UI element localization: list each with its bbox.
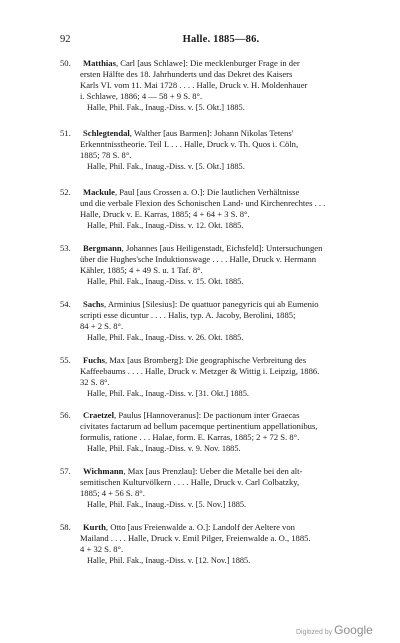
bibliography-entry: [60, 355, 388, 399]
entry-number: 54.: [60, 299, 71, 309]
entry-number: 53.: [60, 243, 71, 253]
watermark-brand: Google: [334, 623, 373, 637]
entry-dissertation-note: Halle, Phil. Fak., Inaug.-Diss. v. [12. Nov.] 1885.: [87, 556, 251, 565]
entry-author: Mackule: [83, 187, 115, 197]
entry-author: Bergmann: [83, 243, 122, 253]
bibliography-entry: [60, 522, 388, 566]
entry-number: 50.: [60, 58, 71, 68]
entry-text-line: ersten Hälfte des 18. Jahrhunderts und das Dekret des Kaisers: [80, 69, 293, 79]
entry-text-line: civitates factarum ad bellum pacemque pertinentium appellationibus,: [80, 421, 318, 431]
entry-dissertation-note: Halle, Phil. Fak., Inaug.-Diss. v. 9. Nov. 1885.: [87, 444, 241, 453]
entry-dissertation-note: Halle, Phil. Fak., Inaug.-Diss. v. [31. Okt.] 1885.: [87, 389, 249, 398]
bibliography-entry: [60, 58, 388, 113]
entry-dissertation-note: Halle, Phil. Fak., Inaug.-Diss. v. [5. Nov.] 1885.: [87, 500, 247, 509]
running-title: Halle. 1885—86.: [182, 34, 260, 45]
watermark-prefix: Digitized by: [296, 629, 333, 636]
entry-author: Fuchs: [83, 355, 105, 365]
entry-text-line: , Carl [aus Schlawe]: Die mecklenburger Frage in der: [115, 58, 300, 68]
entry-text-line: Mailand . . . . Halle, Druck v. Emil Pilger, Freienwalde a. O., 1885.: [80, 533, 311, 543]
bibliography-entry: [60, 187, 388, 231]
entry-text-line: 32 S. 8°.: [80, 377, 110, 387]
entry-author: Craetzel: [83, 410, 115, 420]
entry-text-line: Kaffeebaums . . . . Halle, Druck v. Metzger & Wittig i. Leipzig, 1886.: [80, 366, 320, 376]
entry-author: Kurth: [83, 522, 106, 532]
entry-number: 55.: [60, 355, 71, 365]
entry-author: Matthias: [83, 58, 116, 68]
bibliography-entry: [60, 128, 388, 172]
entry-text-line: , Johannes [aus Heiligenstadt, Eichsfeld]: Untersuchungen: [121, 243, 323, 253]
entry-number: 56.: [60, 410, 71, 420]
entry-number: 51.: [60, 128, 71, 138]
entry-text-line: i. Schlawe, 1886; 4 — 58 + 9 S. 8°.: [80, 91, 203, 101]
bibliography-entry: [60, 410, 388, 454]
entry-number: 58.: [60, 522, 71, 532]
page-number: 92: [60, 34, 71, 45]
entry-text-line: über die Hughes'sche Induktionswage . . . . Halle, Druck v. Hermann: [80, 254, 317, 264]
page-header: [60, 34, 382, 48]
entry-number: 57.: [60, 466, 71, 476]
entry-text-line: , Otto [aus Freienwalde a. O.]: Landolf der Aeltere von: [105, 522, 295, 532]
entry-text-line: Karls VI. vom 11. Mai 1728 . . . . Halle, Druck v. H. Moldenhauer: [80, 80, 308, 90]
entry-text-line: 4 + 32 S. 8°.: [80, 544, 124, 554]
entry-text-line: scripti esse dicuntur . . . . Halis, typ. A. Jacoby, Berolini, 1885;: [80, 310, 296, 320]
entry-text-line: 84 + 2 S. 8°.: [80, 321, 124, 331]
entry-dissertation-note: Halle, Phil. Fak., Inaug.-Diss. v. [5. Okt.] 1885.: [87, 162, 245, 171]
entry-text-line: , Paulus [Hannoveranus]: De pactionum inter Graecas: [114, 410, 300, 420]
entry-text-line: , Max [aus Bromberg]: Die geographische Verbreitung des: [104, 355, 307, 365]
bibliography-entry: [60, 243, 388, 287]
entry-text-line: Erkenntnisstheorie. Teil I. . . . Halle, Druck v. Th. Quos i. Cöln,: [80, 139, 299, 149]
entry-text-line: , Paul [aus Crossen a. O.]: Die lautlichen Verhältnisse: [114, 187, 300, 197]
entry-text-line: Halle, Druck v. E. Karras, 1885; 4 + 64 + 3 S. 8°.: [80, 209, 250, 219]
bibliography-entry: [60, 466, 388, 510]
entry-dissertation-note: Halle, Phil. Fak., Inaug.-Diss. v. 15. Okt. 1885.: [87, 277, 244, 286]
entry-author: Schlegtendal: [83, 128, 130, 138]
entry-text-line: und die verbale Flexion des Schonischen Land- und Kirchenrechtes . . .: [80, 198, 326, 208]
entry-text-line: 1885; 4 + 56 S. 8°.: [80, 488, 145, 498]
bibliography-entry: [60, 299, 388, 343]
digitized-by-watermark: [296, 623, 373, 637]
entry-author: Wichmann: [83, 466, 124, 476]
entry-author: Sachs: [83, 299, 105, 309]
entry-text-line: , Max [aus Prenzlau]: Ueber die Metalle bei den alt-: [123, 466, 303, 476]
entry-text-line: , Walther [aus Barmen]: Johann Nikolas Tetens': [129, 128, 294, 138]
entry-text-line: Kähler, 1885; 4 + 49 S. u. 1 Taf. 8°.: [80, 265, 203, 275]
entry-dissertation-note: Halle, Phil. Fak., Inaug.-Diss. v. 26. Okt. 1885.: [87, 333, 244, 342]
entry-number: 52.: [60, 187, 71, 197]
entry-text-line: 1885; 78 S. 8°.: [80, 150, 132, 160]
entry-text-line: semitischen Kulturvölkern . . . . Halle, Druck v. Carl Colbatzky,: [80, 477, 300, 487]
entry-text-line: , Arminius [Silesius]: De quattuor panegyricis qui ab Eumenio: [104, 299, 319, 309]
entry-dissertation-note: Halle, Phil. Fak., Inaug.-Diss. v. 12. Okt. 1885.: [87, 221, 244, 230]
entry-text-line: formulis, ratione . . . Halae, form. E. Karras, 1885; 2 + 72 S. 8°.: [80, 432, 300, 442]
entry-dissertation-note: Halle, Phil. Fak., Inaug.-Diss. v. [5. Okt.] 1885.: [87, 103, 245, 112]
